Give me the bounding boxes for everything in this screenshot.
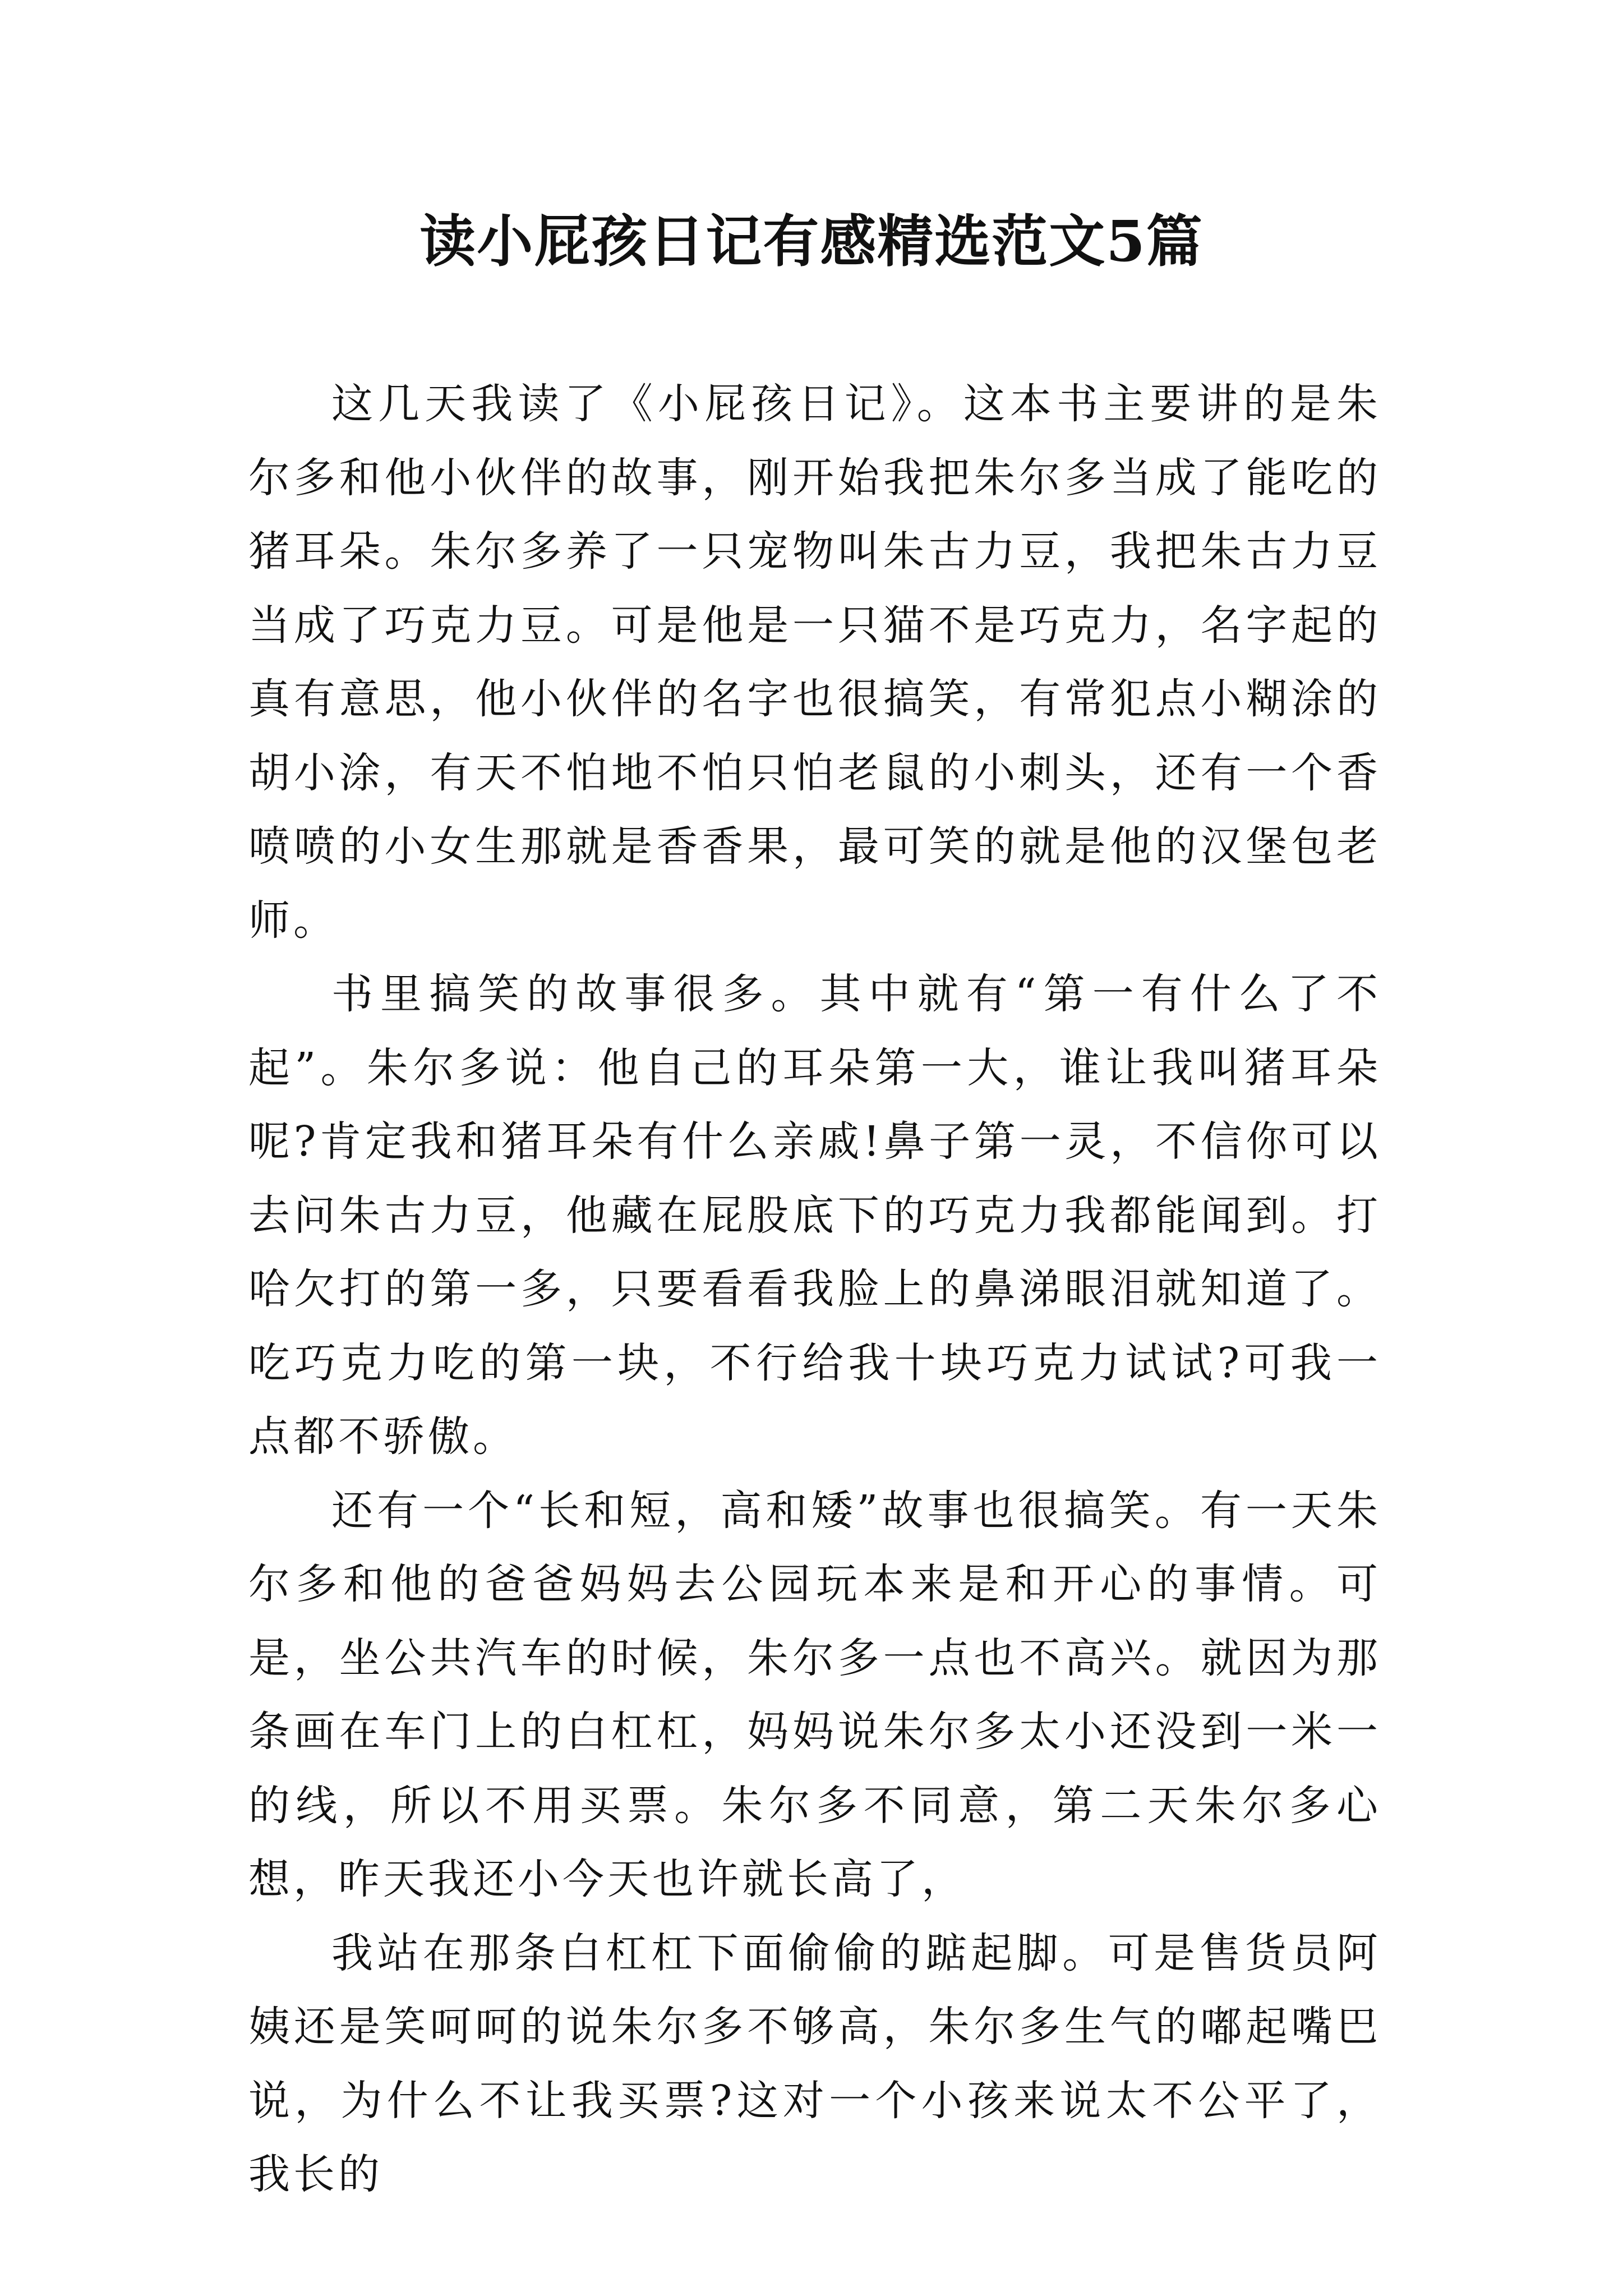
paragraph: 书里搞笑的故事很多。其中就有“第一有什么了不起”。朱尔多说：他自己的耳朵第一大，谁让我叫猪耳朵呢?肯定我和猪耳朵有什么亲戚!鼻子第一灵，不信你可以去问朱古力豆，他藏在屁股底下的巧克力我都能闻到。打哈欠打的第一多，只要看看我脸上的鼻涕眼泪就知道了。吃巧克力吃的第一块，不行给我十块巧克力试试?可我一点都不骄傲。 bbox=[248, 970, 1381, 1461]
paragraph: 还有一个“长和短，高和矮”故事也很搞笑。有一天朱尔多和他的爸爸妈妈去公园玩本来是和开心的事情。可是，坐公共汽车的时候，朱尔多一点也不高兴。就因为那条画在车门上的白杠杠，妈妈说朱尔多太小还没到一米一的线，所以不用买票。朱尔多不同意，第二天朱尔多心想，昨天我还小今天也许就长高了， bbox=[248, 1486, 1381, 1903]
document-title: 读小屁孩日记有感精选范文5篇 bbox=[419, 208, 1204, 274]
paragraph: 我站在那条白杠杠下面偷偷的踮起脚。可是售货员阿姨还是笑呵呵的说朱尔多不够高，朱尔多生气的嘟起嘴巴说，为什么不让我买票?这对一个小孩来说太不公平了，我长的 bbox=[248, 1929, 1381, 2198]
document-body bbox=[248, 367, 1381, 2212]
paragraph: 这几天我读了《小屁孩日记》。这本书主要讲的是朱尔多和他小伙伴的故事，刚开始我把朱尔多当成了能吃的猪耳朵。朱尔多养了一只宠物叫朱古力豆，我把朱古力豆当成了巧克力豆。可是他是一只猫不是巧克力，名字起的真有意思，他小伙伴的名字也很搞笑，有常犯点小糊涂的胡小涂，有天不怕地不怕只怕老鼠的小刺头，还有一个香喷喷的小女生那就是香香果，最可笑的就是他的汉堡包老师。 bbox=[248, 380, 1381, 945]
